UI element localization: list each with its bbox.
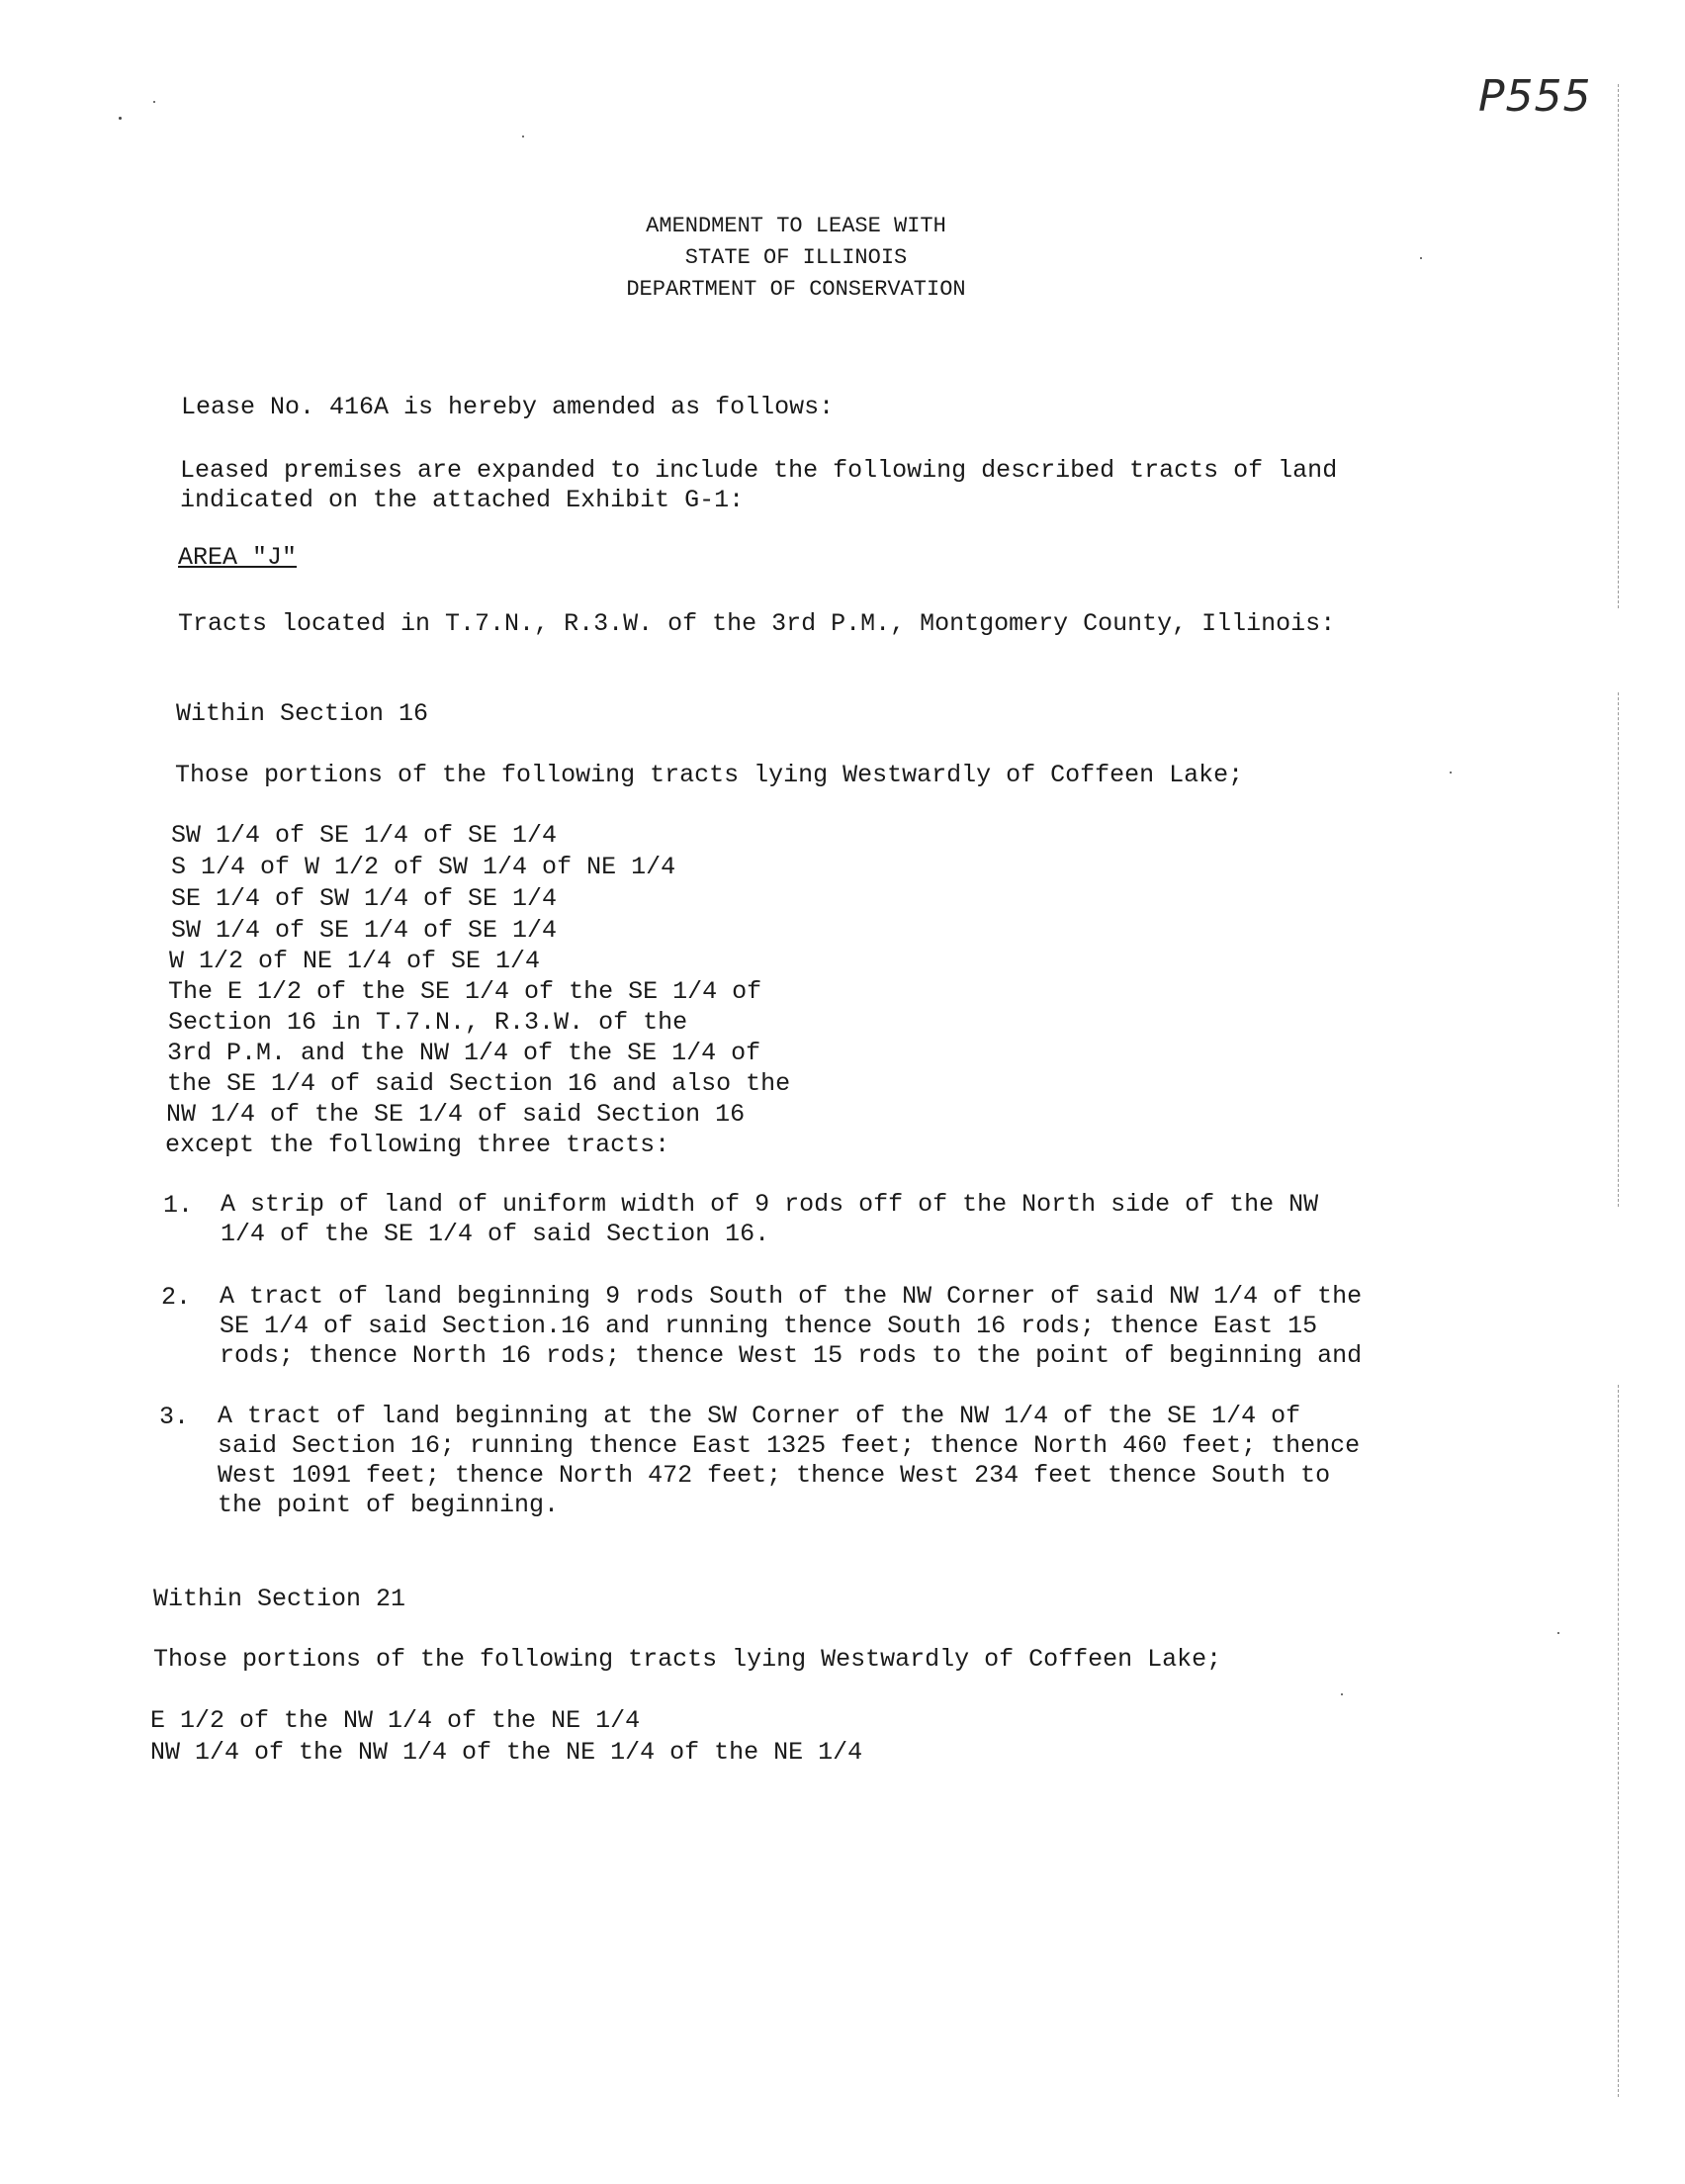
tract-line: W 1/2 of NE 1/4 of SE 1/4 [169,947,541,975]
expansion-line-2: indicated on the attached Exhibit G-1: [180,486,745,514]
scan-speck [1420,257,1422,259]
exception-3-line: West 1091 feet; thence North 472 feet; thence West 234 feet thence South to [218,1461,1331,1490]
exception-3-number: 3. [159,1403,190,1431]
scan-speck [153,101,155,103]
exception-2-line: A tract of land beginning 9 rods South of the NW Corner of said NW 1/4 of the [220,1282,1363,1311]
scan-edge-line [1618,1385,1619,2097]
tract-line: SW 1/4 of SE 1/4 of SE 1/4 [171,916,558,945]
scan-edge-line [1618,84,1619,608]
tract-line: the SE 1/4 of said Section 16 and also the [167,1069,791,1098]
tract-line: 3rd P.M. and the NW 1/4 of the SE 1/4 of [167,1039,761,1067]
area-heading: AREA "J" [178,543,298,572]
tract-line: SE 1/4 of SW 1/4 of SE 1/4 [171,884,558,913]
exception-1-number: 1. [163,1191,194,1220]
scan-speck [1450,772,1452,774]
scan-edge-line [1618,692,1619,1207]
tract-line: SW 1/4 of SE 1/4 of SE 1/4 [171,821,558,850]
tract-line: Section 16 in T.7.N., R.3.W. of the [168,1008,688,1037]
section-21-portions: Those portions of the following tracts lying Westwardly of Coffeen Lake; [153,1645,1222,1674]
scan-speck [119,117,122,120]
section-16-portions: Those portions of the following tracts lying Westwardly of Coffeen Lake; [175,761,1244,789]
exception-3-line: said Section 16; running thence East 1325 feet; thence North 460 feet; thence [218,1431,1361,1460]
tract-line: The E 1/2 of the SE 1/4 of the SE 1/4 of [168,977,762,1006]
title-line-3: DEPARTMENT OF CONSERVATION [626,277,966,302]
section-16-heading: Within Section 16 [176,699,429,728]
title-line-2: STATE OF ILLINOIS [684,245,908,270]
exception-2-number: 2. [161,1283,192,1312]
section-21-heading: Within Section 21 [153,1585,406,1613]
scan-speck [522,136,524,137]
intro-paragraph: Lease No. 416A is hereby amended as follows: [181,393,835,421]
page-stamp: P555 [1478,71,1592,122]
tract-line: E 1/2 of the NW 1/4 of the NE 1/4 [150,1706,641,1735]
exception-2-line: rods; thence North 16 rods; thence West 15 rods to the point of beginning and [220,1341,1363,1370]
exception-3-line: A tract of land beginning at the SW Corner of the NW 1/4 of the SE 1/4 of [218,1402,1301,1430]
tracts-location: Tracts located in T.7.N., R.3.W. of the 3rd P.M., Montgomery County, Illinois: [178,609,1336,638]
tract-line: NW 1/4 of the SE 1/4 of said Section 16 [166,1100,746,1129]
scan-speck [1557,1632,1559,1634]
scan-speck [1341,1693,1343,1695]
document-title [554,211,1038,306]
expansion-line-1: Leased premises are expanded to include the following described tracts of land [180,456,1338,485]
exception-2-line: SE 1/4 of said Section.16 and running thence South 16 rods; thence East 15 [220,1312,1318,1340]
exception-1-line: 1/4 of the SE 1/4 of said Section 16. [221,1220,770,1248]
tract-line: except the following three tracts: [165,1131,670,1159]
exception-1-line: A strip of land of uniform width of 9 rods off of the North side of the NW [221,1190,1319,1219]
title-line-1: AMENDMENT TO LEASE WITH [646,214,946,238]
tract-line: S 1/4 of W 1/2 of SW 1/4 of NE 1/4 [171,853,676,881]
tract-line: NW 1/4 of the NW 1/4 of the NE 1/4 of the NE 1/4 [150,1738,863,1767]
exception-3-line: the point of beginning. [218,1491,560,1519]
